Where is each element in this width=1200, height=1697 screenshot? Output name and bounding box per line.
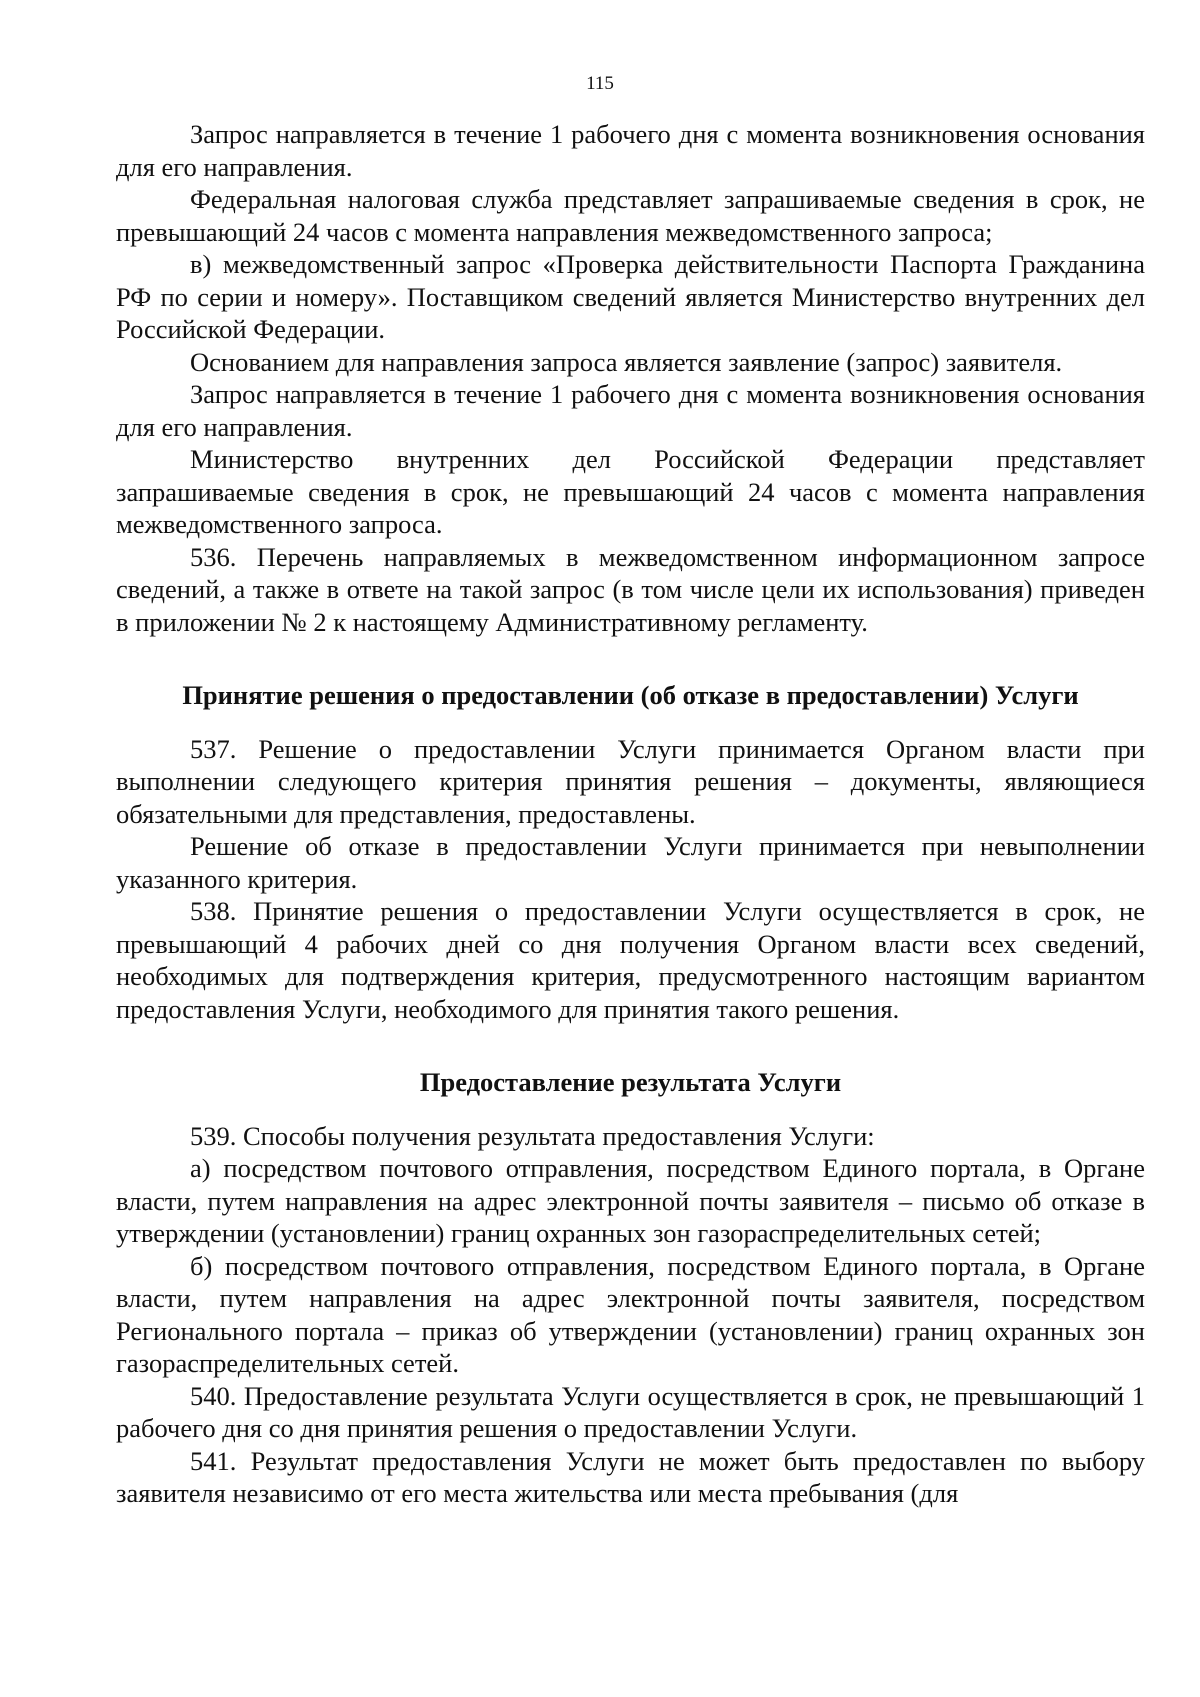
paragraph: Решение об отказе в предоставлении Услуги принимается при невыполнении указанного критерия. xyxy=(116,831,1145,894)
paragraph: 539. Способы получения результата предоставления Услуги: xyxy=(190,1120,875,1151)
paragraph: в) межведомственный запрос «Проверка действительности Паспорта Гражданина РФ по серии и номеру». Поставщиком сведений является Министерство внутренних дел Российской Федерации. xyxy=(116,249,1145,344)
paragraph: б) посредством почтового отправления, посредством Единого портала, в Органе власти, путем направления на адрес электронной почты заявителя, посредством Регионального портала – приказ об утверждении (установлении) границ охранных зон газораспределительных сетей. xyxy=(116,1250,1145,1378)
section-heading: Принятие решения о предоставлении (об отказе в предоставлении) Услуги xyxy=(182,680,1079,710)
paragraph: Основанием для направления запроса является заявление (запрос) заявителя. xyxy=(190,346,1063,377)
paragraph: 537. Решение о предоставлении Услуги принимается Органом власти при выполнении следующего критерия принятия решения – документы, являющиеся обязательными для представления, предоставлены. xyxy=(116,733,1145,829)
page-number: 115 xyxy=(586,73,614,94)
paragraph: Федеральная налоговая служба представляет запрашиваемые сведения в срок, не превышающий 24 часов с момента направления межведомственного запроса; xyxy=(116,184,1145,247)
document-body xyxy=(116,118,1145,1510)
section-heading: Предоставление результата Услуги xyxy=(419,1067,842,1097)
paragraph: Запрос направляется в течение 1 рабочего дня с момента возникновения основания для его направления. xyxy=(116,119,1145,182)
paragraph: а) посредством почтового отправления, посредством Единого портала, в Органе власти, путем направления на адрес электронной почты заявителя – письмо об отказе в утверждении (установлении) границ охранных зон газораспределительных сетей; xyxy=(116,1153,1145,1248)
paragraph: 540. Предоставление результата Услуги осуществляется в срок, не превышающий 1 рабочего дня со дня принятия решения о предоставлении Услуги. xyxy=(116,1380,1145,1443)
paragraph: Запрос направляется в течение 1 рабочего дня с момента возникновения основания для его направления. xyxy=(116,379,1145,442)
paragraph: Министерство внутренних дел Российской Федерации представляет запрашиваемые сведения в срок, не превышающий 24 часов с момента направления межведомственного запроса. xyxy=(116,444,1145,539)
paragraph: 536. Перечень направляемых в межведомственном информационном запросе сведений, а также в ответе на такой запрос (в том числе цели их использования) приведен в приложении № 2 к настоящему Административному регламенту. xyxy=(116,541,1145,637)
paragraph: 541. Результат предоставления Услуги не может быть предоставлен по выбору заявителя независимо от его места жительства или места пребывания (для xyxy=(116,1445,1145,1508)
paragraph: 538. Принятие решения о предоставлении Услуги осуществляется в срок, не превышающий 4 рабочих дней со дня получения Органом власти всех сведений, необходимых для подтверждения критерия, предусмотренного настоящим вариантом предоставления Услуги, необходимого для принятия такого решения. xyxy=(116,896,1145,1024)
